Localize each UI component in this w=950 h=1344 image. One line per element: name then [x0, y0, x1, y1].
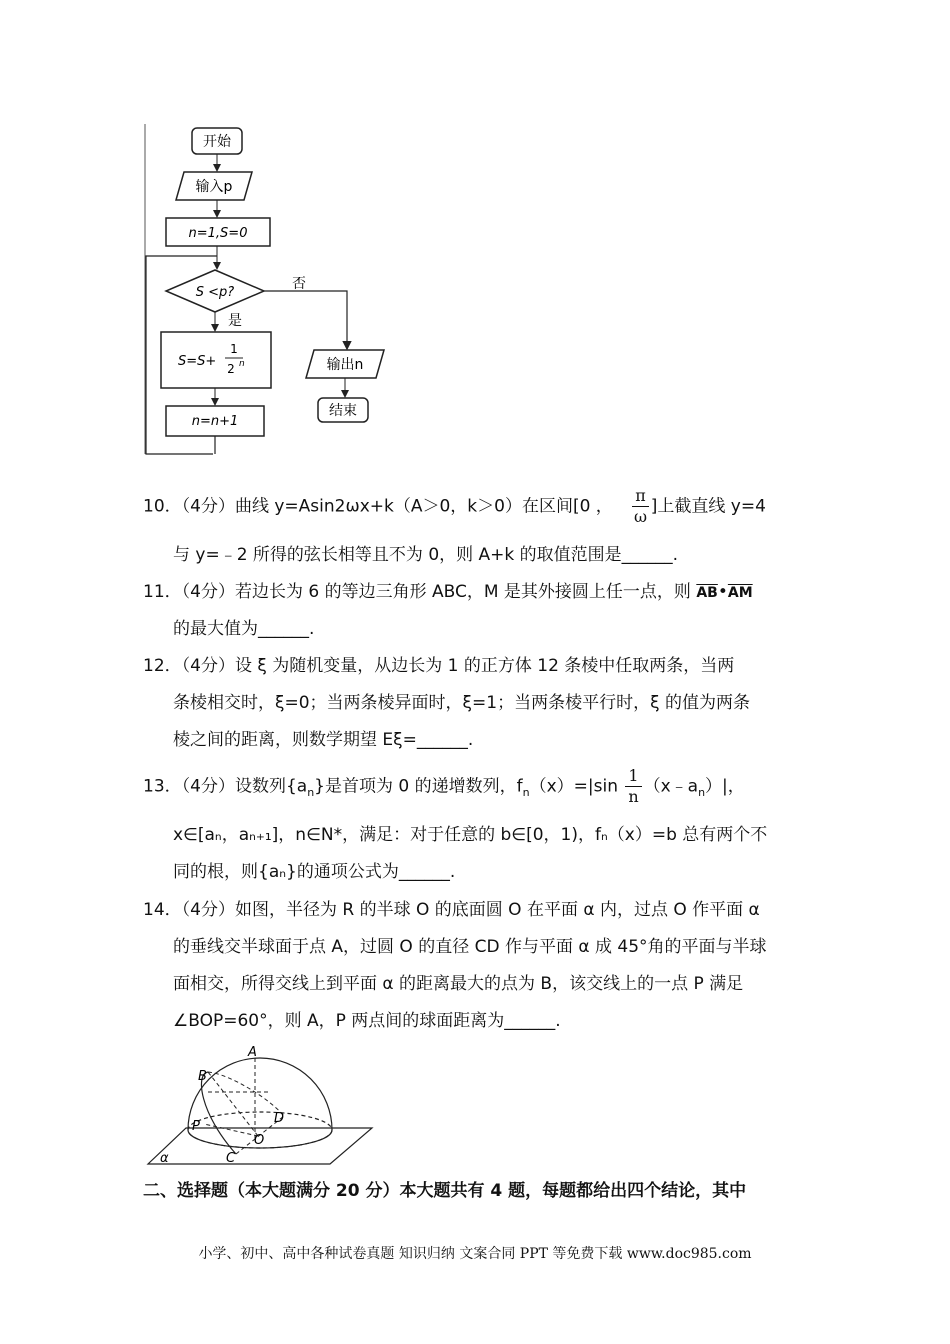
q10-frac-den: ω: [633, 507, 647, 526]
q11-vector-am: $\overline{AM}$: [727, 585, 753, 601]
flow-end-label: 结束: [329, 403, 357, 419]
section-heading: 二、选择题（本大题满分 20 分）本大题共有 4 题，每题都给出四个结论，其中: [143, 1181, 747, 1201]
flow-output-label: 输出n: [326, 357, 364, 373]
q13-line1a: 13．（4分）设数列{a: [143, 776, 308, 797]
flow-start-label: 开始: [203, 134, 231, 150]
q10-line1b: ]上截直线 y=4: [650, 496, 766, 517]
label-B: B: [198, 1069, 207, 1084]
q14-line4: ∠BOP=60°，则 A，P 两点间的球面距离为______.: [173, 1011, 561, 1031]
q13-line1e: ）|，: [705, 776, 745, 797]
q13-line1c: （x）=|sin: [529, 776, 618, 797]
q14-line2: 的垂线交半球面于点 A，过圆 O 的直径 CD 作与平面 α 成 45°角的平面与半球: [173, 937, 767, 957]
q10-line2: 与 y=﹣2 所得的弦长相等且不为 0，则 A+k 的取值范围是______.: [173, 545, 679, 565]
flow-update-den-exp: n: [239, 359, 245, 369]
q13-line1b: }是首项为 0 的递增数列，f: [314, 776, 523, 797]
q10-fraction: [632, 488, 649, 525]
label-P: P: [192, 1119, 200, 1134]
q11-line2: 的最大值为______.: [173, 619, 315, 639]
q12-line1: 12．（4分）设 ξ 为随机变量，从边长为 1 的正方体 12 条棱中任取两条，当两: [143, 656, 735, 676]
q13-line3: 同的根，则{aₙ}的通项公式为______.: [173, 862, 456, 882]
q11-vector-ab: $\overline{AB}$: [696, 585, 718, 601]
flow-increment-label: n=n+1: [191, 414, 239, 429]
q12-line3: 棱之间的距离，则数学期望 Eξ=______.: [173, 730, 474, 750]
label-A: A: [248, 1045, 257, 1060]
flow-init-label: n=1,S=0: [188, 226, 248, 241]
hemisphere-figure: [140, 1044, 380, 1170]
page-footer: 小学、初中、高中各种试卷真题 知识归纳 文案合同 PPT 等免费下载 www.doc985.com: [198, 1246, 752, 1262]
q14-line1: 14．（4分）如图，半径为 R 的半球 O 的底面圆 O 在平面 α 内，过点 O 作平面 α: [143, 900, 760, 920]
q10-frac-num: π: [632, 488, 649, 507]
question-11: [143, 574, 811, 648]
flow-no-label: 否: [292, 276, 306, 292]
label-C: C: [226, 1151, 236, 1166]
q12-line2: 条棱相交时，ξ=0；当两条棱异面时，ξ=1；当两条棱平行时，ξ 的值为两条: [173, 693, 750, 713]
label-O: O: [254, 1133, 265, 1148]
q11-line1a: 11．（4分）若边长为 6 的等边三角形 ABC，M 是其外接圆上任一点，则: [143, 582, 691, 602]
question-10: [143, 488, 811, 574]
question-13: 13．（4分）设数列$\{a_n\}$是首项为 0 的递增数列，$f_n(x)=|\sin$ $\frac{1}{n}$ $(x﹣a_n)|$， x∈[aₙ，aₙ₊₁]，n∈N*，满足：对于任意的 b∈[0，1)，fₙ（x）=b 总有两个不 同的根，则{aₙ}的通项公式为______.: [143, 768, 811, 891]
q13-frac-num: 1: [625, 768, 641, 787]
q11-dot: •: [717, 582, 728, 602]
label-D: D: [274, 1111, 285, 1126]
flow-update-den: 2: [227, 362, 235, 376]
q13-line1d: （x﹣a: [643, 776, 699, 797]
q14-line3: 面相交，所得交线上到平面 α 的距离最大的点为 B，该交线上的一点 P 满足: [173, 974, 744, 994]
label-alpha: α: [160, 1151, 169, 1166]
q13-frac-den: n: [628, 787, 639, 806]
flow-update-num: 1: [230, 342, 238, 356]
q13-line2: x∈[aₙ，aₙ₊₁]，n∈N*，满足：对于任意的 b∈[0，1)，fₙ（x）=b 总有两个不: [173, 825, 768, 845]
q10-line1a: 10．（4分）曲线 y=Asin2ωx+k（A＞0，k＞0）在区间[0 ，: [143, 496, 613, 517]
flow-yes-label: 是: [228, 313, 242, 329]
question-12: [143, 648, 811, 759]
flowchart: [140, 120, 400, 460]
flow-update-prefix: S=S+: [178, 354, 217, 369]
question-14: [143, 892, 811, 1040]
flow-input-label: 输入p: [195, 179, 233, 195]
flow-condition-label: S <p?: [195, 285, 235, 300]
q13-fraction: [625, 768, 641, 805]
